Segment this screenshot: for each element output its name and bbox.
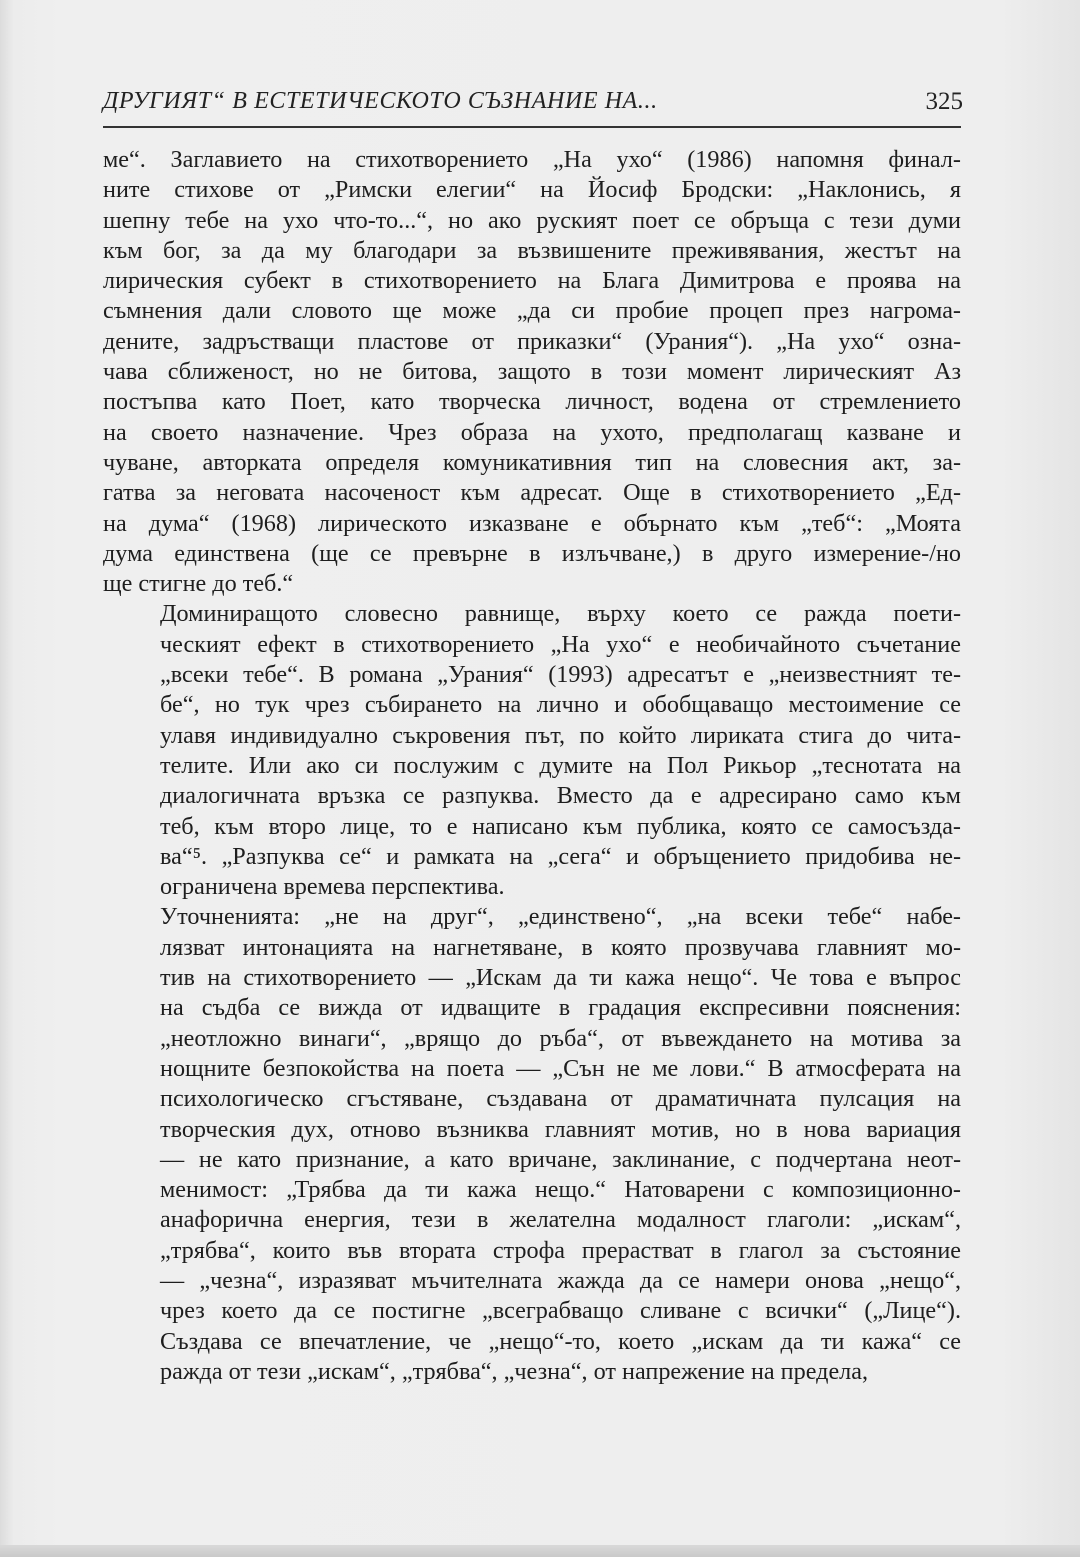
text-line: постъпва като Поет, като творческа личност, водена от стремлението: [103, 388, 961, 416]
text-line: ражда от тези „искам“, „трябва“, „чезна“, от напрежение на предела,: [160, 1357, 869, 1385]
text-line: дените, задръстващи пластове от приказки“ (Урания“). „На ухо“ озна-: [103, 327, 961, 355]
text-line: на съдба се вижда от идващите в градация експресивни пояснения:: [160, 994, 961, 1022]
text-line: на своето назначение. Чрез образа на ухото, предполагащ казване и: [103, 418, 961, 446]
text-line: ва“⁵. „Разпуква се“ и рамката на „сега“ и обръщението придобива не-: [160, 842, 961, 870]
text-line: към бог, за да му благодари за възвишените преживявания, жестът на: [103, 236, 961, 264]
text-line: „трябва“, които във втората строфа прерастват в глагол за състояние: [160, 1236, 961, 1264]
text-line: лирическия субект в стихотворението на Блага Димитрова е проява на: [103, 267, 961, 295]
text-line: анафорична енергия, тези в желателна модалност глаголи: „искам“,: [160, 1206, 961, 1234]
text-line: чрез което да се постигне „всеграбващо сливане с всички“ („Лице“).: [160, 1297, 961, 1325]
paragraph: [103, 599, 961, 902]
text-line: дума единствена (ще се превърне в излъчване,) в друго измерение-/но: [103, 539, 961, 567]
text-line: ме“. Заглавието на стихотворението „На ухо“ (1986) напомня финал-: [103, 146, 961, 173]
page-bottom-edge: [0, 1545, 1080, 1557]
text-line: Създава се впечатление, че „нещо“-то, което „искам да ти кажа“ се: [160, 1327, 961, 1355]
text-line: ограничена времева перспектива.: [160, 873, 505, 901]
text-line: шепну тебе на ухо что-то...“, но ако руският поет се обръща с тези думи: [103, 206, 961, 234]
text-line: диалогичната връзка се разпуква. Вместо да е адресирано само към: [160, 782, 961, 810]
paragraph: [103, 902, 961, 1387]
text-line: творческия дух, отново възниква главният мотив, но в нова вариация: [160, 1115, 961, 1143]
text-line: „неотложно винаги“, „врящо до ръба“, от въвеждането на мотива за: [160, 1024, 961, 1052]
text-line: ще стигне до теб.“: [103, 570, 294, 598]
text-line: „всеки тебе“. В романа „Урания“ (1993) адресатът е „неизвестният те-: [160, 661, 961, 689]
text-line: ческият ефект в стихотворението „На ухо“ е необичайното съчетание: [160, 630, 961, 658]
page-header: [103, 88, 963, 128]
text-line: гатва за неговата насоченост към адресат. Още в стихотворението „Ед-: [103, 479, 961, 507]
header-rule: [103, 126, 961, 128]
text-line: на дума“ (1968) лирическото изказване е обърнато към „теб“: „Моята: [103, 509, 961, 537]
text-line: Уточненията: „не на друг“, „единствено“, „на всеки тебе“ набе-: [160, 903, 961, 931]
text-line: съмнения дали словото ще може „да си пробие процеп през нагрома-: [103, 297, 961, 325]
text-line: бе“, но тук чрез събирането на лично и обобщаващо местоимение се: [160, 691, 961, 719]
text-line: телите. Или ако си послужим с думите на Пол Рикьор „теснотата на: [160, 751, 961, 779]
text-line: — не като признание, а като вричане, заклинание, с подчертана неот-: [160, 1145, 961, 1173]
text-line: тив на стихотворението — „Искам да ти кажа нещо“. Че това е въпрос: [160, 964, 961, 992]
page-number: 325: [925, 88, 963, 115]
text-line: ните стихове от „Римски елегии“ на Йосиф Бродски: „Наклонись, я: [103, 176, 961, 204]
text-line: психологическо сгъстяване, създавана от драматичната пулсация на: [160, 1085, 961, 1113]
text-line: улавя индивидуално съкровения път, по който лириката стига до чита-: [160, 721, 961, 749]
text-line: чава сближеност, но не битова, защото в този момент лирическият Аз: [103, 358, 961, 386]
text-line: нощните безпокойства на поета — „Сън не ме лови.“ В атмосферата на: [160, 1054, 961, 1082]
text-line: — „чезна“, изразяват мъчителната жажда да се намери онова „нещо“,: [160, 1266, 961, 1294]
body-text: [103, 145, 961, 1387]
text-line: лязват интонацията на нагнетяване, в която прозвучава главният мо-: [160, 933, 961, 961]
text-line: Доминиращото словесно равнище, върху което се ражда поети-: [160, 600, 961, 628]
paragraph: [103, 145, 961, 599]
text-line: менимост: „Трябва да ти кажа нещо.“ Натоварени с композиционно-: [160, 1176, 961, 1204]
text-line: чуване, авторката определя комуникативния тип на словесния акт, за-: [103, 448, 961, 476]
running-head: ДРУГИЯТ“ В ЕСТЕТИЧЕСКОТО СЪЗНАНИЕ НА...: [103, 88, 658, 114]
text-line: теб, към второ лице, то е написано към публика, която се самосъзда-: [160, 812, 961, 840]
